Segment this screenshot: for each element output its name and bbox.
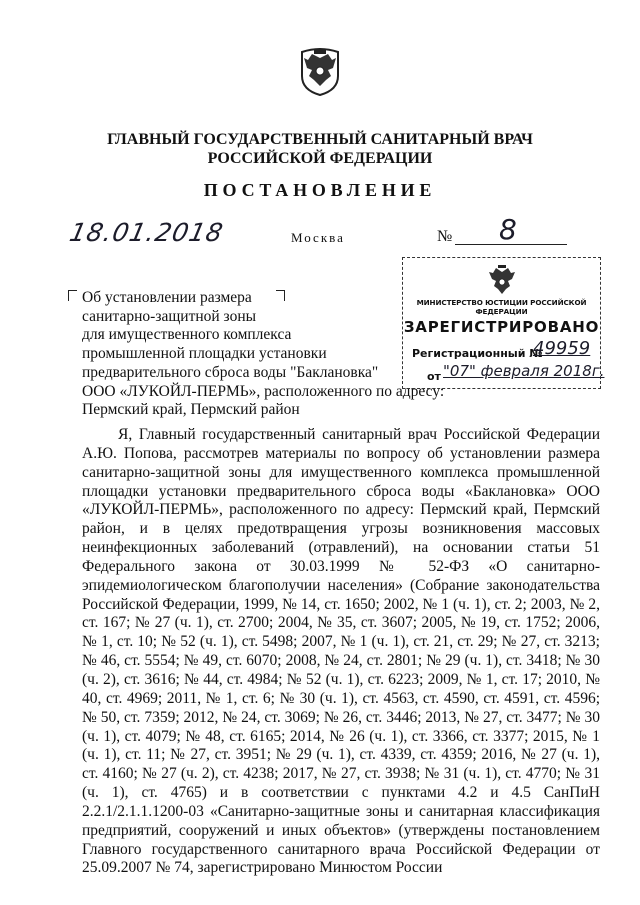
subject-line: санитарно-защитной зоны xyxy=(82,307,257,325)
stamp-date: "07" февраля 2018г. xyxy=(443,362,605,380)
stamp-from-label: от xyxy=(427,370,441,383)
document-number: 8 xyxy=(499,213,517,246)
document-date: 18.01.2018 xyxy=(66,218,227,247)
document-number-label: № xyxy=(437,228,453,245)
stamp-ministry: МИНИСТЕРСТВО ЮСТИЦИИ РОССИЙСКОЙ ФЕДЕРАЦИИ xyxy=(416,298,587,316)
document-type-title: ПОСТАНОВЛЕНИЕ xyxy=(203,180,437,200)
stamp-reg-number-label: Регистрационный № xyxy=(412,347,543,360)
document-city: Москва xyxy=(291,230,345,245)
stamp-registered: ЗАРЕГИСТРИРОВАНО xyxy=(403,318,600,336)
coat-of-arms-icon xyxy=(298,46,342,96)
subject-line: Об установлении размера xyxy=(82,289,252,306)
subject-line: ООО «ЛУКОЙЛ-ПЕРМЬ», расположенного по адресу: xyxy=(82,382,445,400)
subject-line: Пермский край, Пермский район xyxy=(82,401,300,419)
subject-bracket-left xyxy=(68,290,77,301)
subject-line: для имущественного комплекса xyxy=(82,326,292,344)
subject-line: предварительного сброса воды "Баклановка" xyxy=(82,363,379,381)
body-paragraph: Я, Главный государственный санитарный врач Российской Федерации А.Ю. Попова, рассмотрев материалы по вопросу об установлении размера санитарно-защитной зоны для имущественного комплекса промышленной площадки установки предварительного сброса воды «Баклановка» ООО «ЛУКОЙЛ-ПЕРМЬ», расположенного по адресу: Пермский край, Пермский район, и в целях предотвращения угрозы возникновения массовых неинфекционных заболеваний (отравлений), на основании статьи 51 Федерального закона от 30.03.1999 № 52-ФЗ «О санитарно-эпидемиологическом благополучии населения» (Собрание законодательства Российской Федерации, 1999, № 14, ст. 1650; 2002, № 1 (ч. 1), ст. 2; 2003, № 2, ст. 167; № 27 (ч. 1), ст. 2700; 2004, № 35, ст. 3607; 2005, № 19, ст. 1752; 2006, № 1, ст. 10; № 52 (ч. 1), ст. 5498; 2007, № 1 (ч. 1), ст. 21, ст. 29; № 27, ст. 3213; № 46, ст. 5554; № 49, ст. 6070; 2008, № 24, ст. 2801; № 29 (ч. 1), ст. 3418; № 30 (ч. 2), ст. 3616; № 44, ст. 4984; № 52 (ч. 1), ст. 6223; 2009, № 1, ст. 17; 2010, № 40, ст. 4969; 2011, № 1, ст. 6; № 30 (ч. 1), ст. 4563, ст. 4590, ст. 4591, ст. 4596; № 50, ст. 7359; 2012, № 24, ст. 3069; № 26, ст. 3446; 2013, № 27, ст. 3477; № 30 (ч. 1), ст. 4079; № 48, ст. 6165; 2014, № 26 (ч. 1), ст. 3366, ст. 3377; 2015, № 1 (ч. 1), ст. 11; № 27, ст. 3951; № 29 (ч. 1), ст. 4339, ст. 4359; 2016, № 27 (ч. 1), ст. 4160; № 27 (ч. 2), ст. 4238; 2017, № 27, ст. 3938; № 31 (ч. 1), ст. 4770; № 31 (ч. 1), ст. 4765) и в соответствии с пунктами 4.2 и 4.5 СанПиН 2.2.1/2.1.1.1200-03 «Санитарно-защитные зоны и санитарная классификация предприятий, сооружений и иных объектов» (утверждены постановлением Главного государственного санитарного врача Российской Федерации от 25.09.2007 № 74, зарегистрировано Минюстом России xyxy=(82,426,600,877)
subject-line: промышленной площадки установки xyxy=(82,345,327,363)
stamp-reg-number: 49959 xyxy=(533,338,591,359)
subject-block xyxy=(82,289,444,420)
authority-line-2: РОССИЙСКОЙ ФЕДЕРАЦИИ xyxy=(207,150,433,167)
registration-stamp xyxy=(402,257,605,389)
authority-line-1: ГЛАВНЫЙ ГОСУДАРСТВЕННЫЙ САНИТАРНЫЙ ВРАЧ xyxy=(107,131,533,148)
stamp-eagle-icon xyxy=(487,264,517,298)
